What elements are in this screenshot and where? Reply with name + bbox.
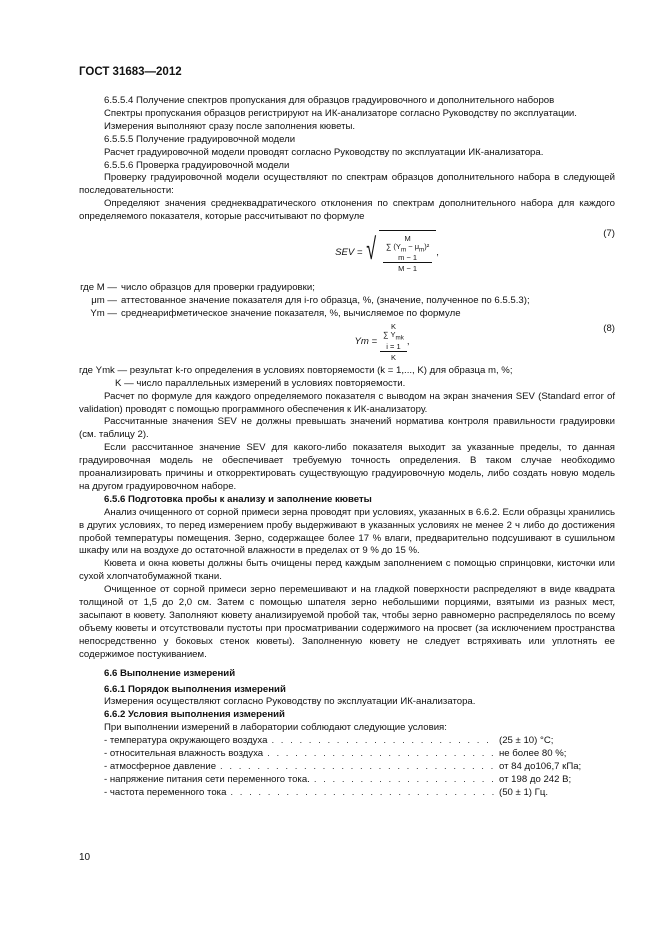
- condition-item: - температура окружающего воздуха . . . (25 ± 10) °С;: [104, 735, 615, 748]
- paragraph: Очищенное от сорной примеси зерно перемешивают и на гладкой поверхности распределяют в виде квадрата толщиной от 1,5 до 2,0 см. Затем с помощью шпателя зерно небольшими порциями, взятыми из разных мест, засыпают в кювету. Заполняют кювету анализируемой пробой так, чтобы зерно равномерно распределялось по всему объему кюветы и отсутствовали пустоты при просматривании содержимого на просвет (за исключением пространства непосредственно у боковых стенок кюветы). Заполненную кювету не следует встряхивать или уплотнять ее содержимое постукиванием.: [79, 584, 615, 660]
- sqrt-sign: √: [365, 232, 376, 266]
- formula-8-number: (8): [603, 322, 615, 334]
- section-662-heading: 6.6.2 Условия выполнения измерений: [104, 709, 285, 721]
- section-661-heading: 6.6.1 Порядок выполнения измерений: [104, 683, 286, 695]
- condition-item: - частота переменного тока . . . (50 ± 1) Гц.: [104, 787, 615, 800]
- paragraph: Измерения выполняют сразу после заполнения кюветы.: [104, 120, 356, 132]
- condition-item: - относительная влажность воздуха . . . не более 80 %;: [104, 748, 615, 761]
- document-header: ГОСТ 31683—2012: [79, 66, 182, 78]
- condition-item: - напряжение питания сети переменного тока. . . . от 198 до 242 В;: [104, 774, 615, 787]
- section-656-heading: 6.5.6 Подготовка пробы к анализу и заполнение кюветы: [104, 493, 372, 505]
- formula-7-legend: где M — число образцов для проверки градуировки; μm — аттестованное значение показателя для i-го образца, %, (значение, полученное по 6.5.5.3); Ym — среднеарифметическое значение показателя, %, вычисляемое по формуле: [80, 282, 530, 319]
- paragraph: Если рассчитанное значение SEV для какого-либо показателя выходит за указанные пределы, то данная градуировочная модель не обеспечивает требуемую точность определения. В таком случае необходимо проанализировать причины и откорректировать существующую градуировочную модель, либо создать новую модель на другом градуировочном наборе.: [79, 442, 615, 492]
- paragraph: Измерения осуществляют согласно Руководству по эксплуатации ИК-анализатора.: [104, 696, 476, 708]
- paragraph: Спектры пропускания образцов регистрируют на ИК-анализаторе согласно Руководству по эксплуатации.: [104, 107, 577, 119]
- formula-7-number: (7): [603, 228, 615, 240]
- paragraph: Проверку градуировочной модели осуществляют по спектрам образцов дополнительного набора в следующей последовательности:: [79, 172, 615, 197]
- paragraph: Кювета и окна кюветы должны быть очищены перед каждым заполнением с помощью спринцовки, кисточки или сухой хлопчатобумажной ткани.: [79, 558, 615, 583]
- formula-8-legend-ymk: где Ymk — результат k-го определения в условиях повторяемости (k = 1,..., K) для образца m, %;: [79, 364, 513, 376]
- section-6556-heading: 6.5.5.6 Проверка градуировочной модели: [104, 159, 290, 171]
- paragraph: Анализ очищенного от сорной примеси зерна проводят при условиях, указанных в 6.6.2. Если образцы хранились в других условиях, то перед измерением пробу выдерживают в указанных условиях не менее 2 ч либо до достижения пробой температуры помещения. Зерно, содержащее более 17 % влаги, предварительно подсушивают в сушильном шкафу или на воздухе до остаточной влажности в пределах от 9 % до 15 %.: [79, 506, 615, 557]
- condition-item: - атмосферное давление . . . от 84 до106,7 кПа;: [104, 761, 615, 774]
- section-6555-heading: 6.5.5.5 Получение градуировочной модели: [104, 133, 296, 145]
- formula-7-lhs: SEV =: [335, 246, 363, 258]
- page-number: 10: [79, 852, 91, 863]
- paragraph: Расчет по формуле для каждого определяемого показателя с выводом на экран значения SEV (Standard error of validation) проводят с помощью программного обеспечения к ИК-анализатору.: [79, 390, 615, 415]
- formula-8-legend-k: K — число параллельных измерений в условиях повторяемости.: [115, 377, 406, 389]
- paragraph: При выполнении измерений в лаборатории соблюдают следующие условия:: [104, 722, 447, 734]
- paragraph: Расчет градуировочной модели проводят согласно Руководству по эксплуатации ИК-анализатора.: [104, 146, 544, 158]
- document-body: [79, 95, 615, 800]
- paragraph: Определяют значения среднеквадратического отклонения по спектрам дополнительного набора для каждого определяемого показателя, которые рассчитывают по формуле: [79, 198, 615, 223]
- formula-8: Ym = K ∑ $Y_{mk}$ i = 1 K , (8): [79, 321, 615, 365]
- formula-7: SEV = √ M ∑ $(Y_m - \mu_m)^2$ m − 1 M − 1 , (7): [79, 224, 615, 282]
- formula-8-lhs: Ym =: [354, 336, 378, 348]
- formula-8-fraction: K ∑ $Y_{mk}$ i = 1 K: [380, 321, 407, 364]
- conditions-list: [79, 735, 615, 800]
- section-6554-heading: 6.5.5.4 Получение спектров пропускания для образцов градуировочного и дополнительного наборов: [104, 95, 555, 106]
- formula-7-fraction: M ∑ $(Y_m - \mu_m)^2$ m − 1 M − 1: [383, 233, 432, 276]
- paragraph: Рассчитанные значения SEV не должны превышать значений норматива контроля правильности градуировки (см. таблицу 2).: [79, 416, 615, 441]
- formula-7-sqrt: [363, 230, 437, 276]
- section-66-heading: 6.6 Выполнение измерений: [104, 667, 236, 679]
